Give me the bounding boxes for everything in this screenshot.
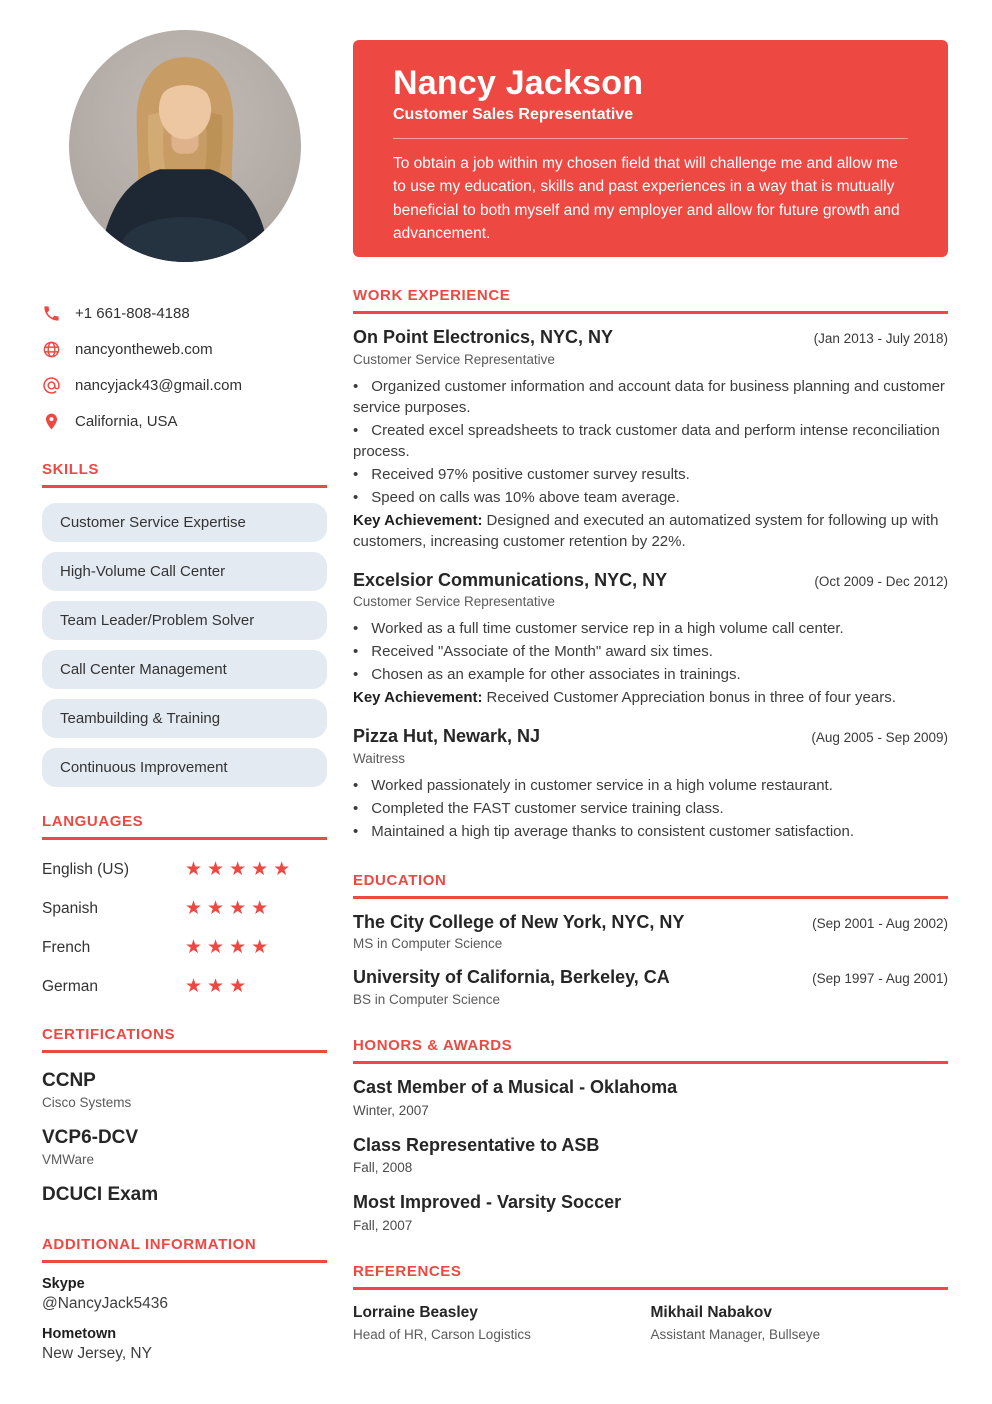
job-entry <box>353 570 948 709</box>
language-row <box>42 977 327 996</box>
job-bullet: • Received 97% positive customer survey results. <box>353 464 948 485</box>
person-name: Nancy Jackson <box>393 64 644 102</box>
honor-name: Cast Member of a Musical - Oklahoma <box>353 1076 678 1097</box>
section-divider <box>42 837 327 840</box>
banner-divider <box>393 138 908 139</box>
skill-pill: Team Leader/Problem Solver <box>42 601 327 640</box>
honors-title: HONORS & AWARDS <box>353 1036 513 1054</box>
job-bullets <box>353 376 948 508</box>
section-divider <box>353 896 948 899</box>
certification-item <box>42 1070 327 1110</box>
contact-list <box>42 304 327 431</box>
job-company: On Point Electronics, NYC, NY <box>353 327 614 347</box>
certifications-list <box>42 1070 327 1206</box>
skill-pill: Teambuilding & Training <box>42 699 327 738</box>
sidebar <box>42 30 327 1363</box>
reference-name: Mikhail Nabakov <box>650 1303 772 1321</box>
objective-text: To obtain a job within my chosen field that will challenge me and allow me to use my education, skills and past experiences in a way that is mutually beneficial to both myself and my employer and allow for future growth and advancement. <box>393 155 900 242</box>
skills-section <box>42 461 327 787</box>
section-divider <box>353 311 948 314</box>
at-icon <box>42 376 61 395</box>
additional-info-title: ADDITIONAL INFORMATION <box>42 1236 257 1253</box>
skill-pill: Customer Service Expertise <box>42 503 327 542</box>
job-bullets <box>353 618 948 685</box>
additional-info-list <box>42 1276 327 1363</box>
header-banner <box>353 40 948 257</box>
honor-entry <box>353 1077 948 1118</box>
job-role: Customer Service Representative <box>353 594 555 610</box>
job-entry <box>353 726 948 842</box>
certification-name: VCP6-DCV <box>42 1127 139 1148</box>
skill-pill: High-Volume Call Center <box>42 552 327 591</box>
job-bullet: • Created excel spreadsheets to track customer data and perform intense reconciliation process. <box>353 420 948 462</box>
contact-text: +1 661-808-4188 <box>75 305 190 322</box>
job-dates: (Jan 2013 - July 2018) <box>813 331 948 346</box>
job-role: Waitress <box>353 750 406 766</box>
school-header <box>353 967 948 989</box>
certification-item <box>42 1127 327 1167</box>
section-divider <box>353 1287 948 1290</box>
section-divider <box>42 1050 327 1053</box>
honor-date: Fall, 2008 <box>353 1160 413 1176</box>
school-name: The City College of New York, NYC, NY <box>353 911 685 932</box>
additional-info-item <box>42 1326 327 1363</box>
key-achievement-label: Key Achievement: <box>353 511 483 529</box>
star-rating: ★★★★ <box>185 898 274 919</box>
language-name: German <box>42 977 98 995</box>
section-divider <box>42 485 327 488</box>
honors-list <box>353 1077 948 1233</box>
globe-icon <box>42 340 61 359</box>
honor-entry <box>353 1192 948 1233</box>
reference-entry <box>651 1304 949 1342</box>
job-bullet: • Organized customer information and account data for business planning and customer service purposes. <box>353 376 948 418</box>
additional-info-item <box>42 1276 327 1313</box>
additional-info-value: New Jersey, NY <box>42 1345 152 1362</box>
job-bullets <box>353 775 948 842</box>
language-row <box>42 899 327 918</box>
certification-item <box>42 1184 327 1206</box>
school-entry <box>353 967 948 1007</box>
job-role: Customer Service Representative <box>353 351 555 367</box>
job-bullet: • Worked passionately in customer service in a high volume restaurant. <box>353 775 948 796</box>
key-achievement <box>353 687 948 708</box>
key-achievement-text: Received Customer Appreciation bonus in three of four years. <box>486 689 896 707</box>
section-divider <box>42 1260 327 1263</box>
additional-info-label: Hometown <box>42 1326 117 1342</box>
contact-text: nancyjack43@gmail.com <box>75 377 242 394</box>
job-bullet: • Maintained a high tip average thanks to consistent customer satisfaction. <box>353 821 948 842</box>
star-rating: ★★★ <box>185 976 252 997</box>
education-title: EDUCATION <box>353 871 447 889</box>
honors-section <box>353 1037 948 1233</box>
skill-pill: Continuous Improvement <box>42 748 327 787</box>
job-bullet: • Received "Associate of the Month" award six times. <box>353 641 948 662</box>
languages-list <box>42 860 327 996</box>
school-entry <box>353 912 948 952</box>
job-header <box>353 570 948 592</box>
school-dates: (Sep 1997 - Aug 2001) <box>812 971 948 987</box>
certification-name: DCUCI Exam <box>42 1184 159 1205</box>
honor-date: Winter, 2007 <box>353 1102 429 1118</box>
work-experience-title: WORK EXPERIENCE <box>353 287 511 304</box>
contact-item <box>42 412 327 431</box>
contact-item <box>42 376 327 395</box>
contact-text: nancyontheweb.com <box>75 341 213 358</box>
references-list <box>353 1304 948 1342</box>
section-divider <box>353 1061 948 1064</box>
honor-name: Most Improved - Varsity Soccer <box>353 1192 622 1213</box>
certification-org: VMWare <box>42 1152 95 1167</box>
language-name: English (US) <box>42 860 129 878</box>
school-degree: BS in Computer Science <box>353 991 501 1007</box>
key-achievement <box>353 510 948 552</box>
certification-org: Cisco Systems <box>42 1095 132 1110</box>
phone-icon <box>42 304 61 323</box>
reference-role: Head of HR, Carson Logistics <box>353 1326 531 1342</box>
star-rating: ★★★★ <box>185 937 274 958</box>
languages-title: LANGUAGES <box>42 813 144 830</box>
work-experience-section <box>353 287 948 842</box>
additional-info-label: Skype <box>42 1276 85 1292</box>
job-list <box>353 327 948 842</box>
school-header <box>353 912 948 934</box>
school-list <box>353 912 948 1007</box>
additional-info-section <box>42 1236 327 1363</box>
profile-photo <box>69 30 301 262</box>
job-company: Pizza Hut, Newark, NJ <box>353 726 541 747</box>
star-rating: ★★★★★ <box>185 859 296 880</box>
job-entry <box>353 327 948 552</box>
school-dates: (Sep 2001 - Aug 2002) <box>812 915 948 931</box>
skills-list <box>42 503 327 787</box>
key-achievement-text: Designed and executed an automatized system for following up with customers, increasing customer retention by 22%. <box>353 511 939 550</box>
job-header <box>353 327 948 349</box>
job-bullet: • Chosen as an example for other associates in trainings. <box>353 664 948 685</box>
honor-entry <box>353 1135 948 1176</box>
reference-name: Lorraine Beasley <box>353 1303 478 1321</box>
language-name: French <box>42 938 91 956</box>
main-column <box>353 40 948 1342</box>
certifications-title: CERTIFICATIONS <box>42 1026 176 1043</box>
languages-section <box>42 813 327 996</box>
references-title: REFERENCES <box>353 1262 462 1280</box>
contact-item <box>42 340 327 359</box>
references-section <box>353 1263 948 1342</box>
contact-text: California, USA <box>75 413 178 430</box>
language-row <box>42 938 327 957</box>
job-bullet: • Completed the FAST customer service training class. <box>353 798 948 819</box>
key-achievement-label: Key Achievement: <box>353 689 483 707</box>
skill-pill: Call Center Management <box>42 650 327 689</box>
certifications-section <box>42 1026 327 1206</box>
contact-item <box>42 304 327 323</box>
reference-entry <box>353 1304 651 1342</box>
honor-name: Class Representative to ASB <box>353 1134 600 1155</box>
certification-name: CCNP <box>42 1070 96 1091</box>
language-row <box>42 860 327 879</box>
person-job-title: Customer Sales Representative <box>393 106 634 124</box>
reference-role: Assistant Manager, Bullseye <box>650 1326 821 1342</box>
skills-title: SKILLS <box>42 461 99 478</box>
education-section <box>353 872 948 1007</box>
honor-date: Fall, 2007 <box>353 1217 413 1233</box>
job-company: Excelsior Communications, NYC, NY <box>353 569 668 590</box>
job-bullet: • Worked as a full time customer service rep in a high volume call center. <box>353 618 948 639</box>
location-icon <box>42 412 61 431</box>
language-name: Spanish <box>42 899 99 917</box>
job-bullet: • Speed on calls was 10% above team average. <box>353 487 948 508</box>
additional-info-value: @NancyJack5436 <box>42 1295 169 1312</box>
school-degree: MS in Computer Science <box>353 936 503 952</box>
job-header <box>353 726 948 748</box>
job-dates: (Aug 2005 - Sep 2009) <box>811 730 948 746</box>
job-dates: (Oct 2009 - Dec 2012) <box>814 573 948 589</box>
school-name: University of California, Berkeley, CA <box>353 967 670 988</box>
